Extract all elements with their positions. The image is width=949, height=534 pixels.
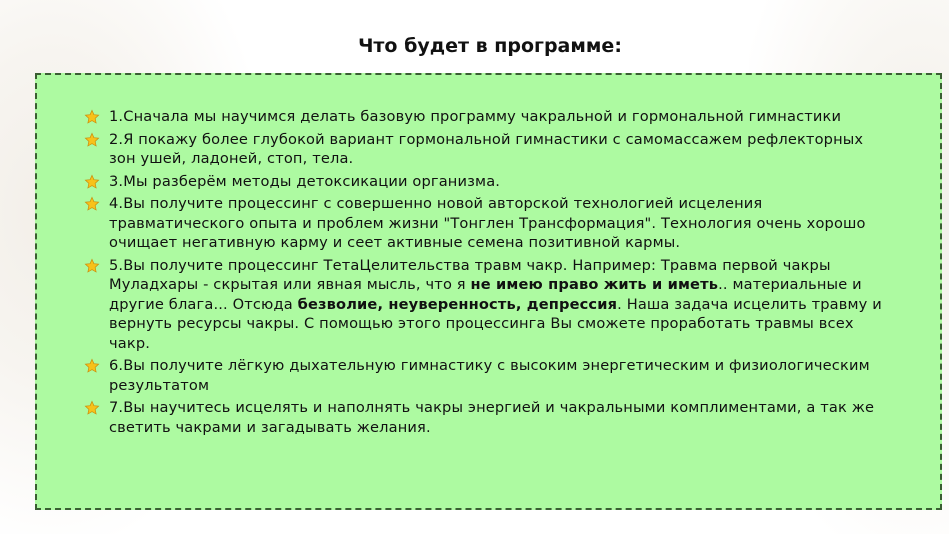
star-icon	[84, 174, 100, 190]
list-item-text-part: 5.Вы получите процессинг ТетаЦелительства травм чакр. Например: Травма первой чакры Муладхары - скрытая или явная мысль, что я	[109, 256, 831, 293]
list-item-text: 1.Сначала мы научимся делать базовую программу чакральной и гормональной гимнастики	[109, 108, 842, 125]
page-title: Что будет в программе:	[358, 35, 622, 57]
star-icon	[84, 132, 100, 148]
program-box	[35, 73, 942, 510]
list-item-2	[84, 130, 894, 169]
star-icon	[84, 109, 100, 125]
list-item-6	[84, 356, 894, 395]
program-list	[84, 107, 894, 440]
bold-phrase: безволие, неуверенность, депрессия	[297, 295, 618, 313]
list-item-text-part: .. материальные и другие блага... Отсюда	[109, 276, 862, 313]
list-item-text: 3.Мы разберём методы детоксикации организма.	[109, 172, 501, 190]
list-item-7	[84, 398, 894, 437]
list-item-5	[84, 256, 894, 354]
list-item-3	[84, 172, 894, 192]
bold-phrase: не имею право жить и иметь	[470, 276, 719, 293]
list-item-text: 2.Я покажу более глубокой вариант гормональной гимнастики с самомассажем рефлекторных зон ушей, ладоней, стоп, тела.	[109, 130, 864, 167]
list-item-text-part: . Наша задача исцелить травму и вернуть ресурсы чакры. С помощью этого процессинга Вы сможете проработать травмы всех чакр.	[109, 295, 882, 352]
star-icon	[84, 400, 100, 416]
list-item-text: 6.Вы получите лёгкую дыхательную гимнастику с высоким энергетическим и физиологическим результатом	[109, 357, 870, 394]
list-item-1	[84, 107, 894, 127]
star-icon	[84, 258, 100, 274]
list-item-text: 7.Вы научитесь исцелять и наполнять чакры энергией и чакральными комплиментами, а так же светить чакрами и загадывать желания.	[109, 399, 875, 436]
star-icon	[84, 196, 100, 212]
list-item-text: 4.Вы получите процессинг с совершенно новой авторской технологией исцеления травматического опыта и проблем жизни "Тонглен Трансформация". Технология очень хорошо очищает негативную карму и сеет активные семена позитивной кармы.	[109, 195, 866, 251]
star-icon	[84, 358, 100, 374]
list-item-4	[84, 194, 894, 253]
